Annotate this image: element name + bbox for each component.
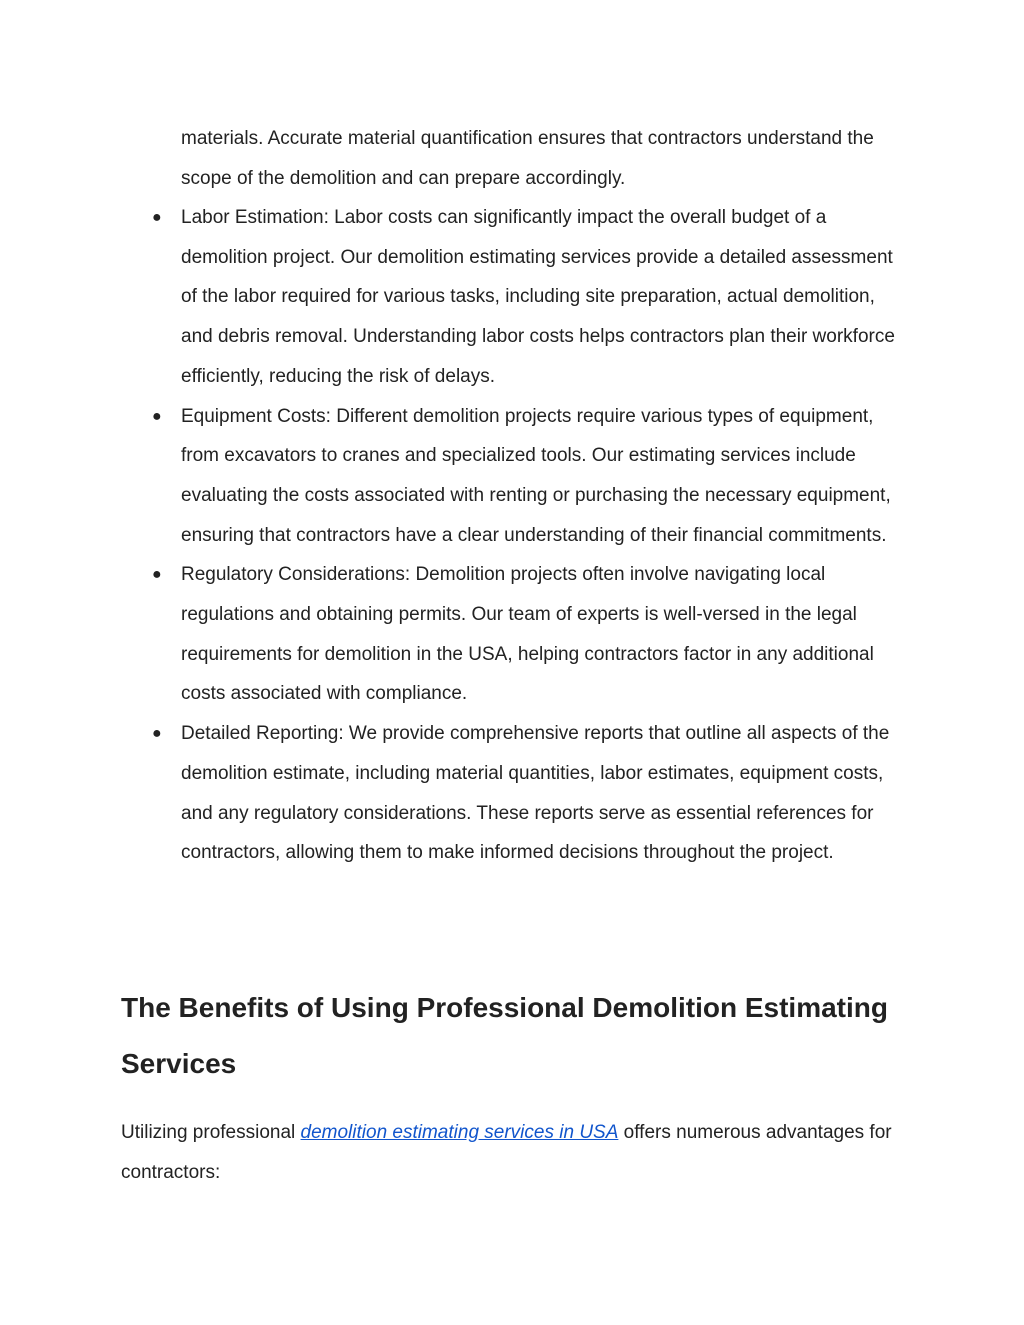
bullet-icon: ●	[152, 209, 162, 226]
intro-paragraph	[121, 1113, 911, 1192]
section-heading: The Benefits of Using Professional Demolition Estimating Services	[121, 992, 888, 1079]
bullet-item-regulatory-considerations	[0, 555, 911, 714]
bullet-item-labor-estimation	[0, 198, 911, 397]
intro-text-after-link: offers numerous advantages for contractors:	[121, 1122, 892, 1183]
bullet-text: Labor Estimation: Labor costs can significantly impact the overall budget of a demolition project. Our demolition estimating services provide a detailed assessment of the labor required for various tasks, including site preparation, actual demolition, and debris removal. Understanding labor costs helps contractors plan their workforce efficiently, reducing the risk of delays.	[181, 207, 895, 387]
demolition-estimating-link[interactable]: demolition estimating services in USA	[300, 1122, 619, 1143]
bullet-icon: ●	[152, 725, 162, 743]
bullet-text: Equipment Costs: Different demolition projects require various types of equipment, from excavators to cranes and specialized tools. Our estimating services include evaluating the costs associated with renting or purchasing the necessary equipment, ensuring that contractors have a clear understanding of their financial commitments.	[181, 405, 891, 546]
bullet-icon: ●	[152, 566, 162, 584]
bullet-text: Regulatory Considerations: Demolition projects often involve navigating local regulations and obtaining permits. Our team of experts is well-versed in the legal requirements for demolition in the USA, helping contractors factor in any additional costs associated with compliance.	[181, 564, 874, 705]
bullet-icon: ●	[152, 407, 162, 425]
bullet-item-detailed-reporting	[0, 714, 911, 873]
continuation-paragraph: materials. Accurate material quantification ensures that contractors understand the scope of the demolition and can prepare accordingly.	[181, 128, 874, 189]
intro-text-before-link: Utilizing professional	[121, 1122, 301, 1143]
bullet-list	[0, 198, 1024, 873]
bullet-text: Detailed Reporting: We provide comprehensive reports that outline all aspects of the demolition estimate, including material quantities, labor estimates, equipment costs, and any regulatory considerations. These reports serve as essential references for contractors, allowing them to make informed decisions throughout the project.	[181, 723, 890, 864]
bullet-item-equipment-costs	[0, 397, 911, 556]
